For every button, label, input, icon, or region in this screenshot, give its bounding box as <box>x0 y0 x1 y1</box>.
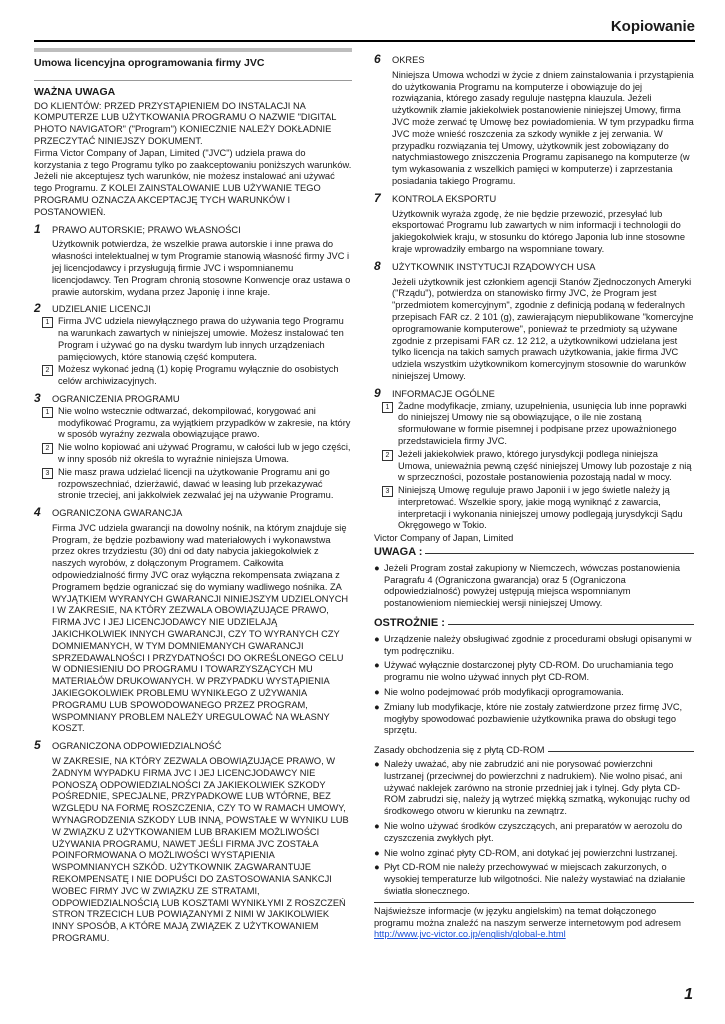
heading-rule <box>448 624 694 625</box>
section-title: OGRANICZONA ODPOWIEDZIALNOŚĆ <box>52 741 222 752</box>
notice-title: WAŻNA UWAGA <box>34 85 116 98</box>
notice-paragraph: Jeżeli nie akceptujesz tych warunków, nie możesz instalować ani używać tego Programu. Z KOLEI ZAINSTALOWANIE LUB UŻYWANIE TEGO PROGRAMU OZNACZA AKCEPTACJĘ TYCH WARUNKÓW I POSTANOWIEŃ. <box>34 171 335 217</box>
list-item <box>42 406 352 441</box>
jvc-website-link[interactable]: http://www.jvc-victor.co.jp/english/global-e.html <box>374 929 566 940</box>
item-number-box: 3 <box>42 468 53 479</box>
section-3 <box>34 390 352 502</box>
bullet-text: Urządzenie należy obsługiwać zgodnie z procedurami obsługi opisanymi w tym podręczniku. <box>384 633 692 656</box>
section-number: 7 <box>374 190 381 205</box>
footer-rule <box>374 902 694 903</box>
heading-rule <box>548 751 694 752</box>
bullet-icon: ● <box>374 862 380 873</box>
section-number: 4 <box>34 505 41 520</box>
section-number: 8 <box>374 258 381 273</box>
bullet-text: Nie wolno podejmować prób modyfikacji oprogramowania. <box>384 687 624 698</box>
section-body: Firma JVC udziela gwarancji na dowolny nośnik, na którym znajduje się Program, że będzie pozbawiony wad materiałowych i wykonawstwa przez okres trzydziestu (30) dni od daty nabycia jakiegokolwiek z naszych wyrobów, z dołączonym Programem. Całkowita odpowiedzialność firmy JVC oraz wyłączna rekompensata związana z Programem będzie ograniczać się do wymiany wadliwego nośnika. ZA WYJĄTKIEM WYRANYCH GWARANCJI NINIEJSZYM UDZIELONYCH I W ZAKRESIE, NA KTÓRY ZEZWALA OBOWIĄZUJĄCE PRAWO, FIRMA JVC I JEJ LICENCJODAWCY NIE UDZIELAJĄ JAKICHKOLWIEK INNYCH GWARANCJI, CZY TO WYRANYCH CZY DOMNIEMANYCH, W TYM DOMNIEMANYCH GWARANCJI SPRZEDAWALNOŚCI I PRZYDATNOŚCI DO OKREŚLONEGO CELU W ODNIESIENIU DO PROGRAMU I TOWARZYSZĄCYCH MU MATERIAŁÓW DRUKOWANYCH. W PRZYPADKU WYSTĄPIENIA JAKIEGOKOLWIEK PROBLEMU WYNIKŁEGO Z UŻYWANIA PROGRAMU LUB SPOWODOWANEGO PRZEZ PROGRAM, WSPOMNIANY PROBLEM NALEŻY UREGULOWAĆ NA WŁASNY KOSZT. <box>52 522 349 734</box>
list-item <box>42 467 352 502</box>
section-title: INFORMACJE OGÓLNE <box>392 388 495 399</box>
list-item <box>374 702 694 737</box>
cdrom-label: Zasady obchodzenia się z płytą CD-ROM <box>374 745 545 756</box>
item-number-box: 3 <box>382 486 393 497</box>
company-signature: Victor Company of Japan, Limited <box>374 533 514 544</box>
note-heading <box>374 547 694 559</box>
bullet-text: Zmiany lub modyfikacje, które nie zostały zatwierdzone przez firmę JVC, mogłyby spowodować pozbawienie użytkownika prawa do obsługi tego sprzętu. <box>384 701 683 736</box>
item-text: Nie wolno wstecznie odtwarzać, dekompilować, korygować ani modyfikować Programu, za wyjątkiem przypadków w zakresie, na który w sposób wyraźny zezwala obowiązujące prawo. <box>58 405 351 440</box>
section-title: PRAWO AUTORSKIE; PRAWO WŁASNOŚCI <box>52 224 241 235</box>
right-column <box>374 48 694 941</box>
cdrom-heading <box>374 745 694 757</box>
caution-heading <box>374 618 694 630</box>
list-item <box>42 316 352 363</box>
item-text: Jeżeli jakiekolwiek prawo, którego jurysdykcji podlega niniejsza Umowa, unieważnia pewną część niniejszej Umowy lub pozostaje z nią w sprzeczności, pozostałe postanowienia pozostają nadal w mocy. <box>398 448 692 483</box>
bullet-icon: ● <box>374 759 380 770</box>
page-number: 1 <box>684 986 693 1003</box>
column-top-rule <box>34 48 352 52</box>
list-item <box>374 687 694 699</box>
bullet-text: Płyt CD-ROM nie należy przechowywać w miejscach zakurzonych, o wysokiej temperaturze lub wilgotności. Nie należy wystawiać na działanie światła słonecznego. <box>384 862 686 896</box>
section-number: 9 <box>374 385 381 400</box>
item-number-box: 1 <box>42 317 53 328</box>
title-rule <box>34 80 352 81</box>
left-column <box>34 48 352 945</box>
list-item <box>374 634 694 658</box>
footer-text <box>374 906 694 941</box>
bullet-text: Nie wolno używać środków czyszczących, ani preparatów w aerozolu do czyszczenia zwykłych płyt. <box>384 821 683 843</box>
section-body: Niniejsza Umowa wchodzi w życie z dniem zainstalowania i przystąpienia do użytkowania Programu na komputerze i obowiązuje do jej rozwiązania, którego zasady reguluje następna klauzula. Jeżeli użytkownik złamie jakiekolwiek postanowienie niniejszej Umowy, firma JVC może zerwać tę Umowę bez powiadomienia. W tym przypadku firma JVC może wnieść roszczenia za szkody wynikłe z jej zerwania. W przypadku rozwiązania tej Umowy, użytkownik jest zobowiązany do natychmiastowego zniszczenia Programu zapisanego na komputerze (w tym wykasowania z wszelkich pamięci w komputerze) i zaprzestania posiadania takiego Programu. <box>392 69 694 186</box>
section-9 <box>374 385 694 533</box>
item-number-box: 1 <box>382 402 393 413</box>
bullet-icon: ● <box>374 660 380 671</box>
section-body: Użytkownik wyraża zgodę, że nie będzie przewozić, przesyłać lub eksportować Programu lub zawartych w nim informacji i technologii do jakiegokolwiek kraju, w stosunku do którego Japonia lub inne stosowne kraje wprowadziły embargo na wspomniane towary. <box>392 208 686 254</box>
list-item <box>382 485 694 532</box>
section-number: 3 <box>34 390 41 405</box>
section-title: UDZIELANIE LICENCJI <box>52 304 151 315</box>
section-1 <box>34 221 352 299</box>
item-number-box: 2 <box>382 450 393 461</box>
item-text: Niniejszą Umowę reguluje prawo Japonii i w jego świetle należy ją interpretować. Wszelkie spory, jakie mogą wyniknąć z zawarcia, interpretacji i wykonania niniejszej umowy podlegają jurysdykcji Sądu Okręgowego w Tokio. <box>398 485 683 531</box>
section-7 <box>374 190 694 256</box>
bullet-icon: ● <box>374 562 380 573</box>
item-text: Możesz wykonać jedną (1) kopię Programu wyłącznie do osobistych celów archiwizacyjnych. <box>58 364 339 387</box>
item-text: Nie masz prawa udzielać licencji na użytkowanie Programu ani go rozpowszechniać, dzierżawić, dawać w leasing lub przekazywać stronie trzeciej, ani jakkolwiek zezwalać jej na używanie Programu. <box>58 466 334 501</box>
heading-rule <box>425 553 694 554</box>
bullet-icon: ● <box>374 633 380 644</box>
footer-info: Najświeższe informacje (w języku angielskim) na temat dołączonego programu można znaleźć na naszym serwerze internetowym pod adresem <box>374 905 681 928</box>
bullet-text: Jeżeli Program został zakupiony w Niemczech, wówczas postanowienia Paragrafu 4 (Ograniczona gwarancja) oraz 5 (Ograniczona odpowiedzialność) powyżej ustępują miejsca wspomnianym postanowieniom niemieckiej wersji niniejszej Umowy. <box>384 562 681 609</box>
section-5 <box>34 740 352 945</box>
section-body: W ZAKRESIE, NA KTÓRY ZEZWALA OBOWIĄZUJĄCE PRAWO, W ŻADNYM WYPADKU FIRMA JVC I JEJ LICENCJODAWCY NIE PONOSZĄ ODPOWIEDZIALNOŚCI ZA JAKIEKOLWIEK SZKODY POŚREDNIE, SPECJALNE, PRZYPADKOWE LUB WTÓRNE, BEZ WZGLĘDU NA FORMĘ ROSZCZENIA, CZY TO W RAMACH UMOWY, WYNAGRODZENIA SZKODY LUB INNĄ, POWSTAŁE W WYNIKU LUB W ZWIĄZKU Z UŻYTKOWANIEM LUB BRAKIEM MOŻLIWOŚCI UŻYWANIA PROGRAMU, NAWET JEŚLI FIRMA JVC ZOSTAŁA POINFORMOWANA O MOŻLIWOŚCI WYSTĄPIENIA WSPOMNIANYCH SZKÓD. UŻYTKOWNIK ZAGWARANTUJE REKOMPENSATĘ I NIE DOPUŚCI DO ZASTOSOWANIA SANKCJI WOBEC FIRMY JVC W ZWIĄZKU ZE STRATAMI, ODPOWIEDZIALNOŚCIĄ LUB KOSZTAMI WYNIKŁYMI Z ROSZCZEŃ STRON TRZECICH LUB POWIĄZANYMI Z NIMI W JAKIKOLWIEK INNY SPOSÓB, A KTÓRE MAJĄ ZWIĄZEK Z UŻYTKOWANIEM PROGRAMU. <box>52 756 349 943</box>
page-header-title: Kopiowanie <box>610 18 695 35</box>
section-4 <box>34 507 352 735</box>
list-item <box>374 660 694 684</box>
notice-paragraph: DO KLIENTÓW: PRZED PRZYSTĄPIENIEM DO INSTALACJI NA KOMPUTERZE LUB UŻYTKOWANIA PROGRAMU O NAZWIE "DIGITAL PHOTO NAVIGATOR" ("Program") KONIECZNIE NALEŻY DOKŁADNIE PRZECZYTAĆ NINIEJSZY DOKUMENT. <box>34 100 337 146</box>
bullet-icon: ● <box>374 687 380 698</box>
notice-paragraph: Firma Victor Company of Japan, Limited ("JVC") udziela prawa do korzystania z tego Programu tylko po zaakceptowaniu poniższych warunków. <box>34 147 352 170</box>
list-item <box>374 563 694 610</box>
list-item <box>374 862 694 897</box>
section-body: Jeżeli użytkownik jest członkiem agencji Stanów Zjednoczonych Ameryki ("Rządu"), potwierdza on stanowisko firmy JVC, że Program jest "przedmiotem komercyjnym", zgodnie z definicją podaną w federalnych przepisach FAR cz. 2 101 (g), zawierającym niepublikowane "komercyjne oprogramowanie komputerowe", ponieważ te przedmioty są używane zgodnie z przepisami FAR cz. 12 212, a użytkownikowi udzielana jest tylko licencja na takich samych prawach użytkowania, jakie firma JVC udziela wszystkim użytkownikom komercyjnym stosownie do warunków niniejszej Umowy. <box>392 276 694 381</box>
item-number-box: 2 <box>42 365 53 376</box>
section-number: 2 <box>34 301 41 316</box>
item-text: Żadne modyfikacje, zmiany, uzupełnienia, usunięcia lub inne poprawki do niniejszej Umowy nie są obowiązujące, o ile nie zostaną sformułowane w formie pisemnej i podpisane przez upoważnionego przedstawiciela firmy JVC. <box>398 400 687 446</box>
section-title: UŻYTKOWNIK INSTYTUCJI RZĄDOWYCH USA <box>392 261 596 272</box>
bullet-text: Nie wolno zginać płyty CD-ROM, ani dotykać jej powierzchni lustrzanej. <box>384 847 678 858</box>
list-item <box>42 442 352 466</box>
section-2 <box>34 303 352 388</box>
item-number-box: 2 <box>42 443 53 454</box>
caution-label: OSTROŻNIE : <box>374 617 445 630</box>
section-number: 6 <box>374 52 381 66</box>
bullet-text: Używać wyłącznie dostarczonej płyty CD-ROM. Do uruchamiania tego programu nie wolno używać innych płyt CD-ROM. <box>384 660 674 683</box>
list-item <box>374 821 694 845</box>
section-title: OGRANICZENIA PROGRAMU <box>52 393 180 404</box>
item-text: Firma JVC udziela niewyłącznego prawa do używania tego Programu na warunkach zawartych w niniejszej umowie. Możesz instalować ten Program i używać go na dysku twardym lub innych urządzeniach pamięciowych, które stanowią część komputera. <box>58 316 344 362</box>
item-number-box: 1 <box>42 407 53 418</box>
section-title: OGRANICZONA GWARANCJA <box>52 508 183 519</box>
section-number: 5 <box>34 738 41 753</box>
section-body: Użytkownik potwierdza, że wszelkie prawa autorskie i inne prawa do własności intelektualnej w tym Programie stanowią własność firmy JVC i jej licencjodawcy i przysługują firmie JVC i wspomnianemu licencjodawcy. Ten Program chronią stosowne Konwencje oraz ustawa o prawie autorskim, wydana przez Japonię i inne kraje. <box>52 239 351 297</box>
bullet-icon: ● <box>374 847 380 858</box>
important-notice <box>34 87 352 219</box>
list-item <box>374 848 694 860</box>
bullet-text: Należy uważać, aby nie zabrudzić ani nie porysować powierzchni lustrzanej (przeciwnej do powierzchni z nadrukiem). Nie wolno pisać, ani używać naklejek zarówno na stronie przedniej jak i tylnej. Gdy płyta CD-ROM zabrudzi się, należy ją wytrzeć miękką szmatką, wykonując ruchy od środkowego otworu w kierunku na zewnątrz. <box>384 759 690 817</box>
header-rule <box>34 40 695 42</box>
note-label: UWAGA : <box>374 546 423 559</box>
section-number: 1 <box>34 221 41 236</box>
list-item <box>382 449 694 484</box>
item-text: Nie wolno kopiować ani używać Programu, w całości lub w jego części, w inny sposób niż określa to wyraźnie niniejsza Umowa. <box>58 442 351 464</box>
list-item <box>374 759 694 818</box>
document-title: Umowa licencyjna oprogramowania firmy JVC <box>34 57 265 69</box>
list-item <box>42 364 352 388</box>
bullet-icon: ● <box>374 821 380 832</box>
section-title: KONTROLA EKSPORTU <box>392 193 497 204</box>
bullet-icon: ● <box>374 701 380 712</box>
section-8 <box>374 258 694 383</box>
section-6 <box>374 54 694 188</box>
list-item <box>382 401 694 448</box>
section-title: OKRES <box>392 55 425 65</box>
